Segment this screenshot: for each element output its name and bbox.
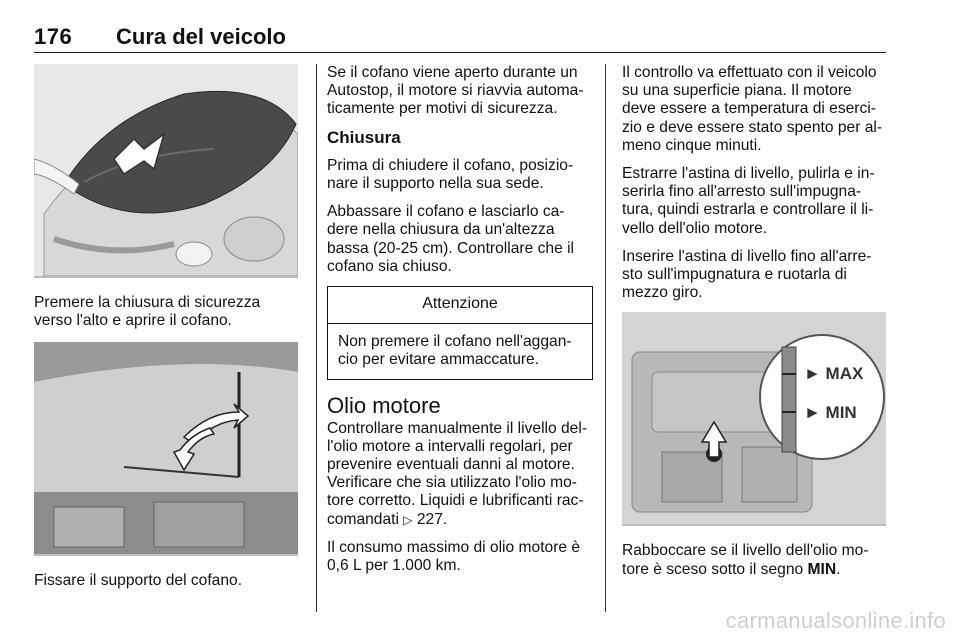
- closing-heading: Chiusura: [327, 127, 401, 147]
- autostop-paragraph: Se il cofano viene aperto durante un Autostop, il motore si riavvia automa- ticamente per motivi di sicurezza.: [327, 64, 584, 118]
- hood-opening-illustration: [34, 64, 298, 276]
- oil-check-paragraph: Controllare manualmente il livello del- l'olio motore a intervalli regolari, per prevenire eventuali danni al motore. Verificare che sia utilizzato l'olio mo- tore corretto. Liquidi e lubrificanti rac- comandati ▷ 227.: [327, 419, 588, 528]
- dipstick-paragraph-2: Inserire l'astina di livello fino all'arre- sto sull'impugnatura e ruotarla di mezzo giro.: [622, 247, 872, 302]
- figure-dipstick: [622, 312, 886, 526]
- dipstick-min-label: ► MIN: [804, 403, 857, 423]
- column-2: [327, 64, 593, 585]
- hood-support-illustration: [34, 342, 298, 554]
- watermark: carmanualsonline.info: [725, 608, 946, 633]
- column-divider: [316, 64, 317, 612]
- page-reference-icon: ▷: [403, 512, 413, 527]
- page-reference-link[interactable]: 227.: [412, 510, 448, 528]
- page-number: 176: [34, 24, 73, 49]
- top-up-paragraph: Rabboccare se il livello dell'olio mo- tore è sceso sotto il segno MIN.: [622, 542, 869, 578]
- min-mark: MIN: [807, 560, 837, 578]
- dipstick-paragraph-1: Estrarre l'astina di livello, pulirla e in- serirla fino all'arresto sull'impugna- tura, quindi estrarla e controllare il li- vello dell'olio motore.: [622, 165, 875, 237]
- oil-consumption-paragraph: Il consumo massimo di olio motore è 0,6 L per 1.000 km.: [327, 538, 581, 575]
- engine-oil-heading: Olio motore: [327, 392, 441, 418]
- caption-hood-support: Fissare il supporto del cofano.: [34, 572, 243, 590]
- caption-hood-release: Premere la chiusura di sicurezza verso l'alto e aprire il cofano.: [34, 294, 261, 330]
- closing-paragraph-2: Abbassare il cofano e lasciarlo ca- dere nella chiusura da un'altezza bassa (20-25 cm). Controllare che il cofano sia chiuso.: [327, 203, 575, 275]
- check-conditions-paragraph: Il controllo va effettuato con il veicolo su una superficie piana. Il motore deve essere a temperatura di eserci- zio e deve essere stato spento per al- meno cinque minuti.: [622, 64, 883, 154]
- caution-box: [327, 286, 593, 380]
- page-title: Cura del veicolo: [116, 24, 286, 49]
- column-3: [622, 64, 888, 589]
- dipstick-max-label: ► MAX: [804, 364, 864, 384]
- page-header: [34, 24, 886, 53]
- caution-text: Non premere il cofano nell'aggan- cio per evitare ammaccature.: [338, 333, 572, 369]
- figure-hood-opening: [34, 64, 298, 278]
- column-divider: [605, 64, 606, 612]
- closing-paragraph-1: Prima di chiudere il cofano, posizio- nare il supporto nella sua sede.: [327, 156, 574, 193]
- caution-title: Attenzione: [328, 287, 592, 324]
- dipstick-illustration: [622, 312, 886, 524]
- figure-hood-support: [34, 342, 298, 556]
- column-1: [34, 64, 298, 601]
